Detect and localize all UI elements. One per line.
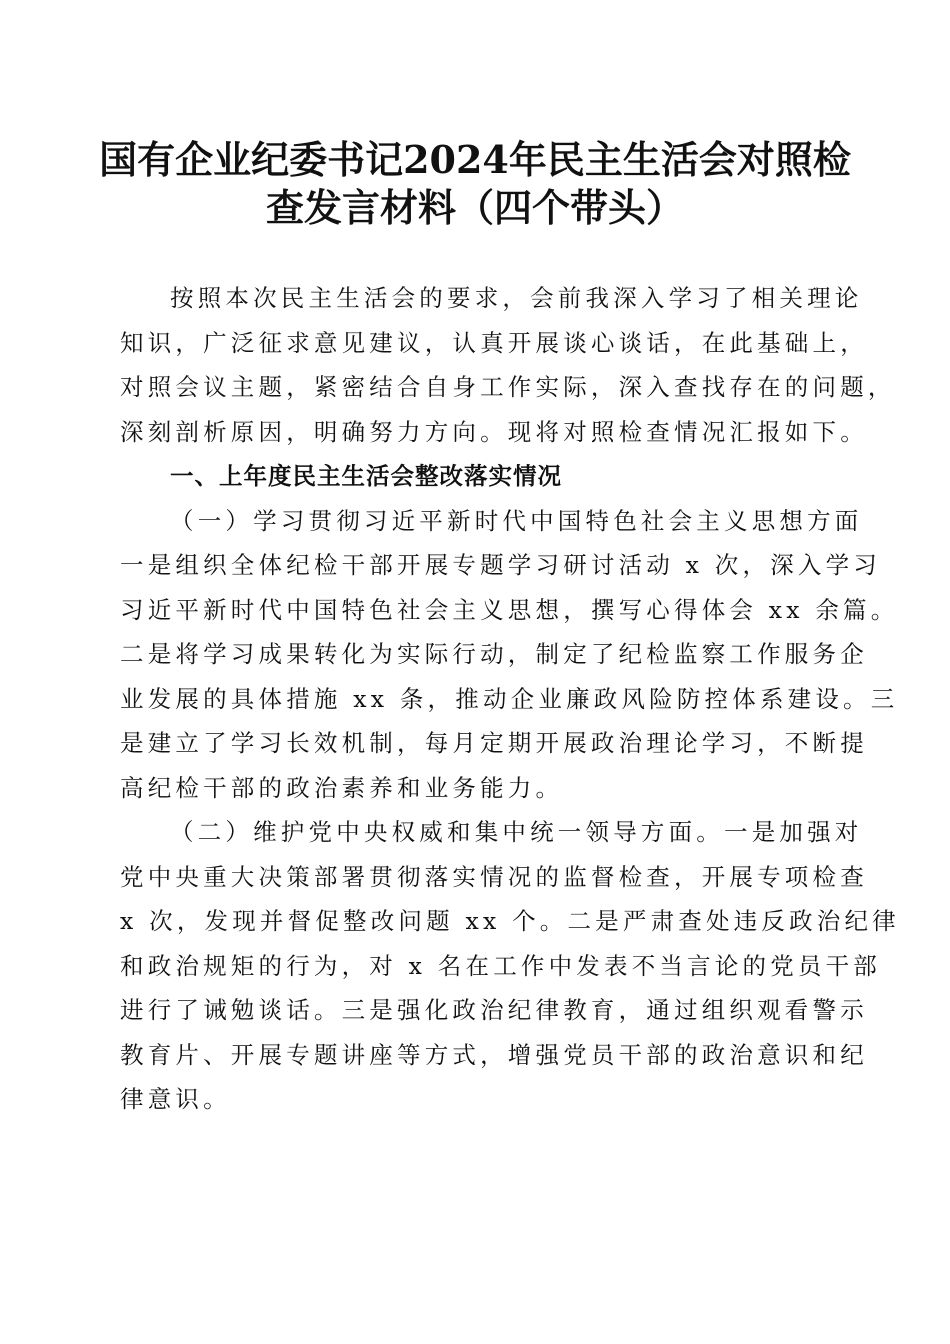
- sub2-line-3: x 次，发现并督促整改问题 xx 个。二是严肃查处违反政治纪律: [120, 907, 900, 935]
- subsection-1-paragraph: [120, 499, 899, 811]
- sub2-line-4: 和政治规矩的行为，对 x 名在工作中发表不当言论的党员干部: [120, 951, 881, 980]
- intro-paragraph: [120, 276, 896, 454]
- document-title: [90, 136, 860, 232]
- sub2-line-2: 党中央重大决策部署贯彻落实情况的监督检查，开展专项检查: [120, 862, 868, 891]
- subsection-2-paragraph: [120, 810, 900, 1122]
- sub1-line-1: （一）学习贯彻习近平新时代中国特色社会主义思想方面: [170, 506, 863, 535]
- intro-line-1: 按照本次民主生活会的要求，会前我深入学习了相关理论: [170, 284, 863, 312]
- sub1-line-5: 业发展的具体措施 xx 条，推动企业廉政风险防控体系建设。三: [120, 684, 899, 713]
- sub2-line-6: 教育片、开展专题讲座等方式，增强党员干部的政治意识和纪: [120, 1040, 868, 1069]
- title-line-2: 查发言材料（四个带头）: [265, 185, 684, 230]
- section-heading-1: 一、上年度民主生活会整改落实情况: [170, 462, 562, 490]
- document-body: [120, 276, 900, 1122]
- title-line-1: 国有企业纪委书记2024年民主生活会对照检: [99, 137, 851, 182]
- sub2-line-5: 进行了诫勉谈话。三是强化政治纪律教育，通过组织观看警示: [120, 996, 868, 1024]
- sub1-line-6: 是建立了学习长效机制，每月定期开展政治理论学习，不断提: [120, 729, 868, 757]
- sub2-line-1: （二）维护党中央权威和集中统一领导方面。一是加强对: [170, 818, 863, 846]
- intro-line-3: 对照会议主题，紧密结合自身工作实际，深入查找存在的问题，: [120, 373, 896, 401]
- intro-line-2: 知识，广泛征求意见建议，认真开展谈心谈话，在此基础上，: [120, 328, 868, 357]
- sub1-line-3: 习近平新时代中国特色社会主义思想，撰写心得体会 xx 余篇。: [120, 595, 899, 624]
- sub1-line-4: 二是将学习成果转化为实际行动，制定了纪检监察工作服务企: [120, 640, 868, 668]
- sub2-line-7: 律意识。: [120, 1085, 231, 1113]
- intro-line-4: 深刻剖析原因，明确努力方向。现将对照检查情况汇报如下。: [120, 417, 868, 446]
- sub1-line-2: 一是组织全体纪检干部开展专题学习研讨活动 x 次，深入学习: [120, 551, 881, 579]
- sub1-line-7: 高纪检干部的政治素养和业务能力。: [120, 773, 564, 802]
